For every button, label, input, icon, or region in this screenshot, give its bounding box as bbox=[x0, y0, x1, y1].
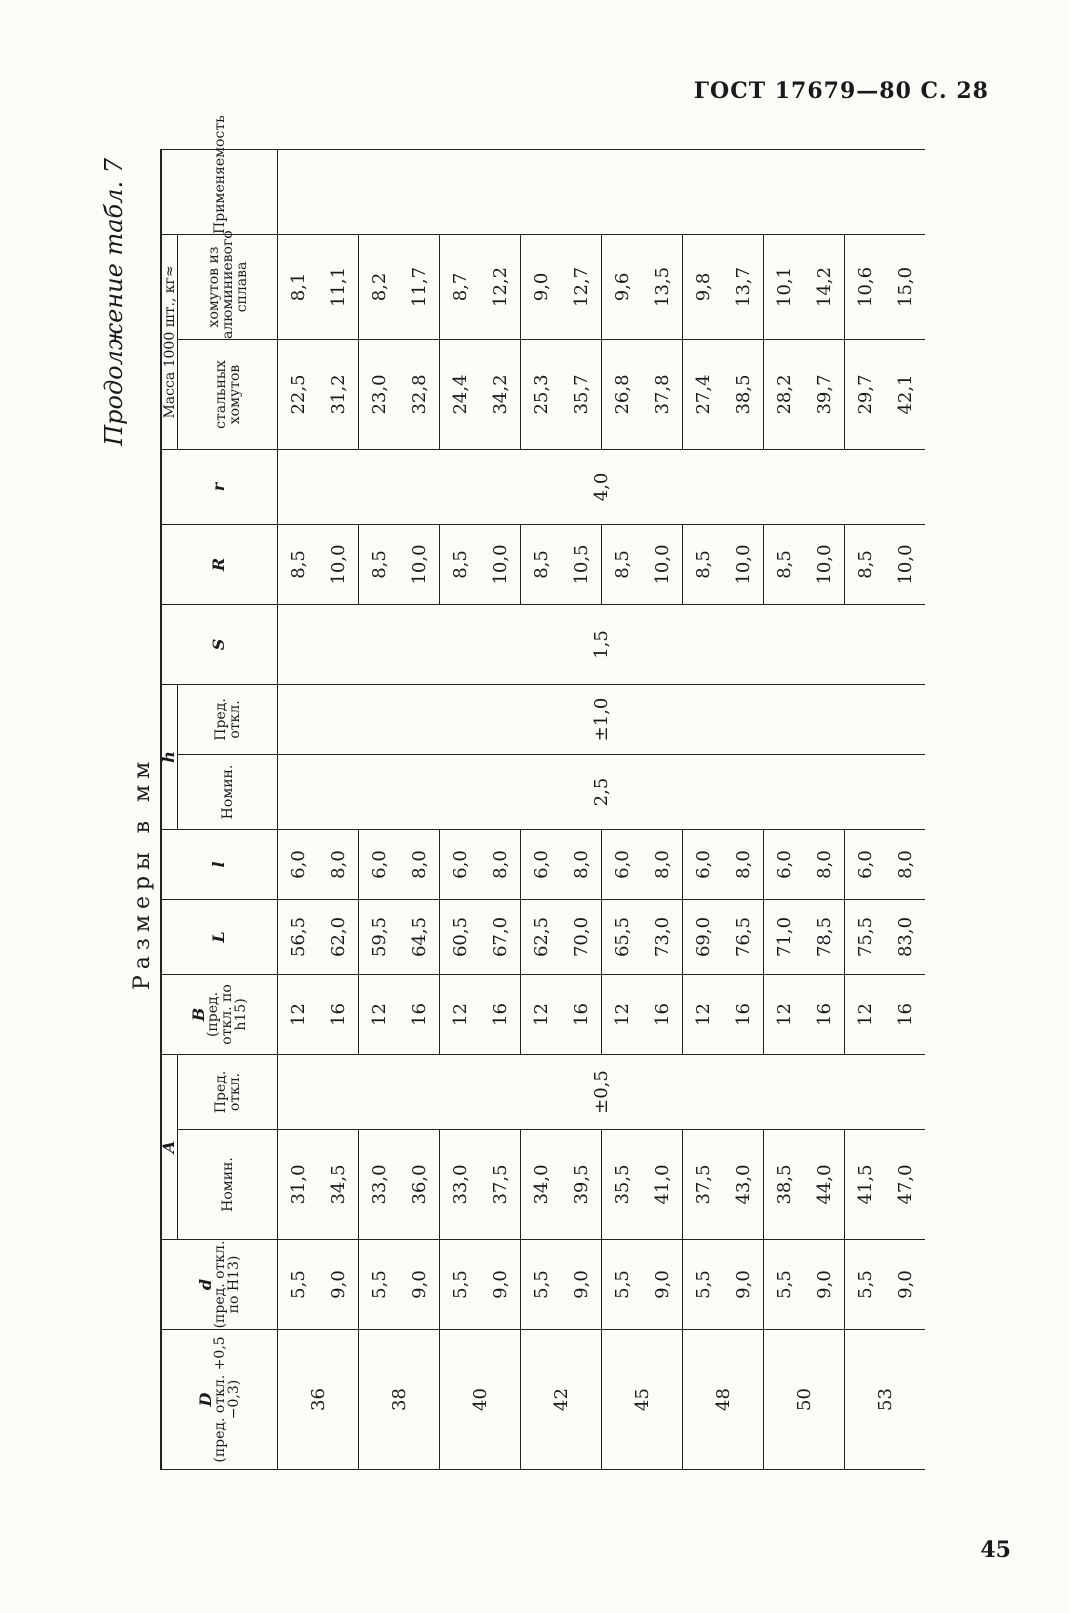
cell-mass-alu: 9,8 bbox=[683, 234, 724, 339]
cell-d: 5,5 bbox=[521, 1240, 562, 1330]
cell-S: 1,5 bbox=[278, 604, 926, 684]
cell-l: 6,0 bbox=[764, 829, 805, 899]
cell-A: 37,5 bbox=[480, 1130, 521, 1240]
header-use: Применяемость bbox=[161, 149, 278, 234]
cell-l: 6,0 bbox=[683, 829, 724, 899]
cell-L: 75,5 bbox=[845, 899, 886, 974]
header-mass-alu: хомутов из алюминиевого сплава bbox=[178, 234, 278, 339]
cell-d: 9,0 bbox=[318, 1240, 359, 1330]
cell-d: 9,0 bbox=[399, 1240, 440, 1330]
cell-mass-alu: 13,5 bbox=[642, 234, 683, 339]
cell-l: 6,0 bbox=[602, 829, 643, 899]
cell-L: 70,0 bbox=[561, 899, 602, 974]
cell-mass-steel: 31,2 bbox=[318, 339, 359, 449]
cell-mass-steel: 35,7 bbox=[561, 339, 602, 449]
cell-d: 5,5 bbox=[278, 1240, 319, 1330]
page-number: 45 bbox=[980, 1537, 1011, 1563]
header-r: r bbox=[161, 449, 278, 524]
cell-mass-alu: 9,0 bbox=[521, 234, 562, 339]
cell-A: 31,0 bbox=[278, 1130, 319, 1240]
header-R: R bbox=[161, 524, 278, 604]
cell-mass-alu: 8,2 bbox=[359, 234, 400, 339]
header-d: d (пред. откл. по H13) bbox=[161, 1240, 278, 1330]
cell-mass-steel: 38,5 bbox=[723, 339, 764, 449]
cell-mass-steel: 26,8 bbox=[602, 339, 643, 449]
cell-mass-alu: 8,7 bbox=[440, 234, 481, 339]
cell-l: 8,0 bbox=[885, 829, 925, 899]
cell-mass-steel: 27,4 bbox=[683, 339, 724, 449]
cell-A: 34,5 bbox=[318, 1130, 359, 1240]
cell-mass-alu: 11,1 bbox=[318, 234, 359, 339]
cell-use bbox=[278, 149, 926, 234]
cell-B: 16 bbox=[480, 974, 521, 1054]
cell-R: 8,5 bbox=[845, 524, 886, 604]
cell-mass-steel: 23,0 bbox=[359, 339, 400, 449]
cell-mass-steel: 29,7 bbox=[845, 339, 886, 449]
cell-d: 9,0 bbox=[561, 1240, 602, 1330]
cell-mass-steel: 37,8 bbox=[642, 339, 683, 449]
cell-l: 8,0 bbox=[642, 829, 683, 899]
cell-L: 83,0 bbox=[885, 899, 925, 974]
cell-L: 73,0 bbox=[642, 899, 683, 974]
cell-B: 16 bbox=[723, 974, 764, 1054]
cell-l: 8,0 bbox=[480, 829, 521, 899]
cell-L: 78,5 bbox=[804, 899, 845, 974]
header-l: l bbox=[161, 829, 278, 899]
cell-d: 5,5 bbox=[764, 1240, 805, 1330]
cell-mass-alu: 12,2 bbox=[480, 234, 521, 339]
sizes-caption: Размеры в мм bbox=[130, 755, 155, 990]
cell-D: 48 bbox=[683, 1330, 764, 1470]
cell-R: 10,0 bbox=[642, 524, 683, 604]
cell-B: 16 bbox=[885, 974, 925, 1054]
cell-mass-alu: 10,1 bbox=[764, 234, 805, 339]
cell-R: 8,5 bbox=[440, 524, 481, 604]
header-B: B (пред. откл. по h15) bbox=[161, 974, 278, 1054]
cell-mass-alu: 10,6 bbox=[845, 234, 886, 339]
header-D: D (пред. откл. +0,5 −0,3) bbox=[161, 1330, 278, 1470]
cell-mass-alu: 15,0 bbox=[885, 234, 925, 339]
cell-D: 40 bbox=[440, 1330, 521, 1470]
cell-R: 8,5 bbox=[764, 524, 805, 604]
cell-A-dev: ±0,5 bbox=[278, 1054, 926, 1129]
cell-l: 8,0 bbox=[804, 829, 845, 899]
cell-d: 5,5 bbox=[440, 1240, 481, 1330]
cell-L: 64,5 bbox=[399, 899, 440, 974]
cell-mass-steel: 22,5 bbox=[278, 339, 319, 449]
cell-L: 76,5 bbox=[723, 899, 764, 974]
page-header: ГОСТ 17679—80 С. 28 bbox=[693, 78, 989, 104]
cell-L: 69,0 bbox=[683, 899, 724, 974]
cell-A: 47,0 bbox=[885, 1130, 925, 1240]
header-S: S bbox=[161, 604, 278, 684]
cell-l: 8,0 bbox=[561, 829, 602, 899]
header-A-dev: Пред. откл. bbox=[178, 1054, 278, 1129]
cell-D: 38 bbox=[359, 1330, 440, 1470]
cell-R: 8,5 bbox=[359, 524, 400, 604]
cell-A: 35,5 bbox=[602, 1130, 643, 1240]
cell-d: 9,0 bbox=[885, 1240, 925, 1330]
cell-d: 5,5 bbox=[602, 1240, 643, 1330]
cell-R: 8,5 bbox=[683, 524, 724, 604]
cell-d: 5,5 bbox=[683, 1240, 724, 1330]
cell-A: 34,0 bbox=[521, 1130, 562, 1240]
cell-R: 8,5 bbox=[602, 524, 643, 604]
cell-R: 10,0 bbox=[804, 524, 845, 604]
table-title: Продолжение табл. 7 bbox=[100, 158, 128, 446]
cell-A: 41,5 bbox=[845, 1130, 886, 1240]
header-mass: Масса 1000 шт., кг≈ bbox=[161, 234, 178, 449]
cell-L: 62,5 bbox=[521, 899, 562, 974]
cell-R: 8,5 bbox=[521, 524, 562, 604]
cell-R: 10,0 bbox=[480, 524, 521, 604]
cell-B: 16 bbox=[318, 974, 359, 1054]
cell-B: 12 bbox=[440, 974, 481, 1054]
cell-mass-steel: 32,8 bbox=[399, 339, 440, 449]
cell-A: 43,0 bbox=[723, 1130, 764, 1240]
cell-mass-steel: 42,1 bbox=[885, 339, 925, 449]
cell-L: 71,0 bbox=[764, 899, 805, 974]
cell-B: 16 bbox=[561, 974, 602, 1054]
cell-L: 62,0 bbox=[318, 899, 359, 974]
cell-L: 67,0 bbox=[480, 899, 521, 974]
cell-r: 4,0 bbox=[278, 449, 926, 524]
cell-l: 6,0 bbox=[278, 829, 319, 899]
cell-d: 9,0 bbox=[642, 1240, 683, 1330]
cell-l: 8,0 bbox=[318, 829, 359, 899]
cell-B: 12 bbox=[602, 974, 643, 1054]
cell-B: 12 bbox=[845, 974, 886, 1054]
cell-mass-steel: 34,2 bbox=[480, 339, 521, 449]
cell-l: 6,0 bbox=[521, 829, 562, 899]
cell-l: 6,0 bbox=[440, 829, 481, 899]
cell-A: 36,0 bbox=[399, 1130, 440, 1240]
cell-R: 10,0 bbox=[885, 524, 925, 604]
cell-D: 36 bbox=[278, 1330, 359, 1470]
header-h-nom: Номин. bbox=[178, 754, 278, 829]
header-h: h bbox=[161, 684, 178, 829]
cell-A: 39,5 bbox=[561, 1130, 602, 1240]
cell-h-nom: 2,5 bbox=[278, 754, 926, 829]
cell-mass-alu: 12,7 bbox=[561, 234, 602, 339]
rotated-table-block bbox=[100, 115, 960, 1470]
cell-d: 9,0 bbox=[723, 1240, 764, 1330]
cell-A: 37,5 bbox=[683, 1130, 724, 1240]
cell-R: 8,5 bbox=[278, 524, 319, 604]
cell-l: 6,0 bbox=[359, 829, 400, 899]
cell-B: 12 bbox=[764, 974, 805, 1054]
header-A: A bbox=[161, 1054, 178, 1239]
header-h-dev: Пред. откл. bbox=[178, 684, 278, 754]
cell-B: 12 bbox=[359, 974, 400, 1054]
cell-L: 59,5 bbox=[359, 899, 400, 974]
cell-A: 38,5 bbox=[764, 1130, 805, 1240]
cell-d: 5,5 bbox=[359, 1240, 400, 1330]
cell-D: 50 bbox=[764, 1330, 845, 1470]
cell-A: 33,0 bbox=[359, 1130, 400, 1240]
cell-d: 5,5 bbox=[845, 1240, 886, 1330]
cell-l: 8,0 bbox=[399, 829, 440, 899]
dimensions-table bbox=[159, 115, 925, 1470]
cell-d: 9,0 bbox=[804, 1240, 845, 1330]
cell-h-dev: ±1,0 bbox=[278, 684, 926, 754]
cell-mass-steel: 25,3 bbox=[521, 339, 562, 449]
cell-A: 41,0 bbox=[642, 1130, 683, 1240]
cell-mass-steel: 24,4 bbox=[440, 339, 481, 449]
cell-A: 44,0 bbox=[804, 1130, 845, 1240]
cell-B: 16 bbox=[642, 974, 683, 1054]
cell-R: 10,0 bbox=[318, 524, 359, 604]
cell-mass-steel: 39,7 bbox=[804, 339, 845, 449]
header-L: L bbox=[161, 899, 278, 974]
header-A-nom: Номин. bbox=[178, 1130, 278, 1240]
cell-l: 8,0 bbox=[723, 829, 764, 899]
cell-D: 45 bbox=[602, 1330, 683, 1470]
table-row bbox=[278, 149, 319, 1469]
cell-mass-steel: 28,2 bbox=[764, 339, 805, 449]
cell-D: 42 bbox=[521, 1330, 602, 1470]
header-mass-steel: стальных хомутов bbox=[178, 339, 278, 449]
cell-R: 10,5 bbox=[561, 524, 602, 604]
cell-B: 16 bbox=[399, 974, 440, 1054]
cell-D: 53 bbox=[845, 1330, 926, 1470]
cell-L: 60,5 bbox=[440, 899, 481, 974]
cell-B: 16 bbox=[804, 974, 845, 1054]
cell-B: 12 bbox=[278, 974, 319, 1054]
cell-mass-alu: 14,2 bbox=[804, 234, 845, 339]
cell-l: 6,0 bbox=[845, 829, 886, 899]
cell-mass-alu: 13,7 bbox=[723, 234, 764, 339]
cell-L: 56,5 bbox=[278, 899, 319, 974]
cell-B: 12 bbox=[683, 974, 724, 1054]
cell-B: 12 bbox=[521, 974, 562, 1054]
cell-d: 9,0 bbox=[480, 1240, 521, 1330]
cell-mass-alu: 9,6 bbox=[602, 234, 643, 339]
cell-mass-alu: 8,1 bbox=[278, 234, 319, 339]
cell-R: 10,0 bbox=[399, 524, 440, 604]
cell-A: 33,0 bbox=[440, 1130, 481, 1240]
cell-R: 10,0 bbox=[723, 524, 764, 604]
cell-mass-alu: 11,7 bbox=[399, 234, 440, 339]
cell-L: 65,5 bbox=[602, 899, 643, 974]
